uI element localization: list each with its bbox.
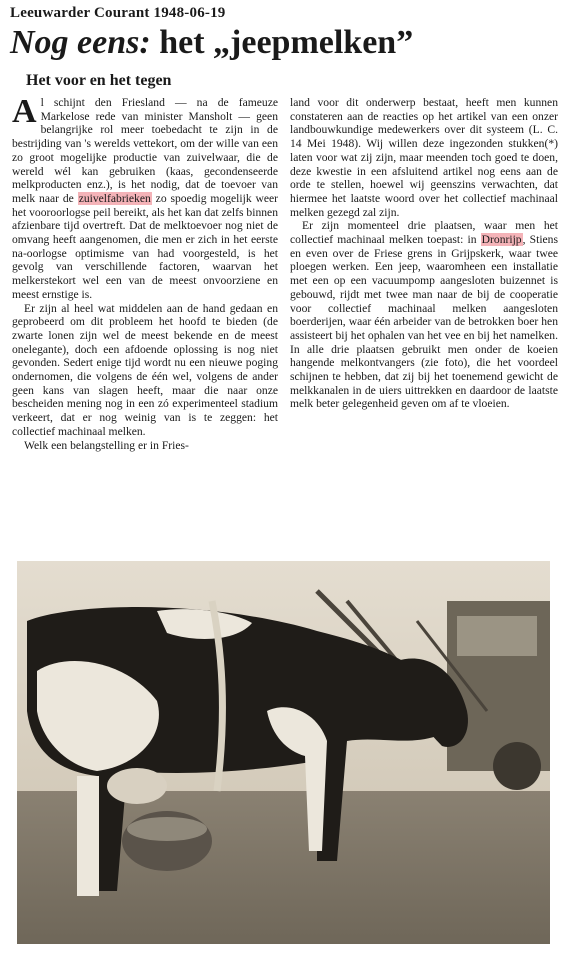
highlighted-term: zuivelfabrieken <box>78 191 151 205</box>
paragraph: land voor dit onderwerp bestaat, heeft men kunnen constateren aan de reacties op het artikel van een onzer landbouwkundige medewerkers over dit systeem (L. C. 14 Mei 1948). Wij willen deze ingezonden stukken(*) laten voor wat zij zijn, maar meenden toch goed te doen, deze kwestie in een afsluitend artikel nog eens aan de orde te stellen, hoewel wij geenszins verwachten, dat hiermee het laatste woord over het collectief machinaal melken gezegd zal zijn. <box>290 96 558 219</box>
paragraph <box>12 93 279 302</box>
paragraph: Er zijn al heel wat middelen aan de hand gedaan en geprobeerd om dit probleem het hoofd te bieden (de zwarte lonen zijn wel de meest bekende en de meest onelegante), doch een afdoende oplossing is nog niet gevonden. Sedert enige tijd wordt nu een nieuwe poging ondernomen, die volgens de één wel, volgens de ander geen kans van slagen heeft, maar die naar onze bescheiden mening nog in een zó experimenteel stadium verkeert, dat er nog weinig van is te zeggen: het collectief machinaal melken. <box>12 301 278 438</box>
paragraph-text: , Stiens en even over de Friese grens in Grijpskerk, waar twee ploegen werken. Een jeep, waaromheen een installatie met een op een vacuumpomp aangesloten buizennet is gebouwd, rijdt met twee man naar de bij de cooperatie voor collectief machinaal melken aangesloten boerderijen, waar één arbeider van de betrokken boer hen assisteert bij het ophalen van het vee en bij het namelken. In alle drie plaatsen gebruikt men onder de koeien hangende melkontvangers (zie foto), die het voordeel schijnen te hebben, dat zij bij het toenemend gewicht de melkkanalen in de uiers uittrekken en daardoor de laatste melk beter gelegenheid geven om af te vloeien. <box>290 233 558 411</box>
subheading: Het voor en het tegen <box>26 72 172 89</box>
highlighted-term: Dronrijp <box>481 233 522 247</box>
drop-cap: A <box>12 93 37 130</box>
article-column-1 <box>12 93 279 452</box>
paragraph-text: l schijnt den Friesland — na de fameuze Markelose rede van minister Mansholt — geen belangrijke rol meer toebedacht te zijn in de bestrijding van 's werelds vettekort, om der wille van een zo groot mogelijke productie van zuivelwaar, die de wereld wél kan gebruiken (kaas, gecondenseerde melkproducten enz.), is het nodig, dat de toevoer van melk naar de <box>12 96 278 205</box>
photo-illustration <box>17 561 550 944</box>
headline-part2: het „jeepmelken” <box>159 24 414 61</box>
headline-part1: Nog eens: <box>10 24 151 61</box>
headline <box>10 24 560 62</box>
cow-milking-photo <box>17 561 550 944</box>
masthead: Leeuwarder Courant 1948-06-19 <box>10 5 226 21</box>
paragraph: Welk een belangstelling er in Fries- <box>24 438 189 452</box>
article-column-2 <box>290 96 558 411</box>
paragraph-text: zo spoedig mogelijk weer het vooroorlogse peil bereikt, als het kan dat zelfs binnen afzienbare tijd overtreft. Dat de melktoevoer nog niet de omvang heeft aangenomen, die men er zich in het eerste na-oorlogse optimisme van had voorgesteld, is het gevolg van verschillende factoren, waarvan het melkerstekort wel een van de meest onvoorziene en meest ernstige is. <box>12 191 279 301</box>
paragraph-text: Er zijn momenteel drie plaatsen, waar men het collectief machinaal melken toepast: in <box>290 219 558 247</box>
paragraph <box>290 219 558 411</box>
